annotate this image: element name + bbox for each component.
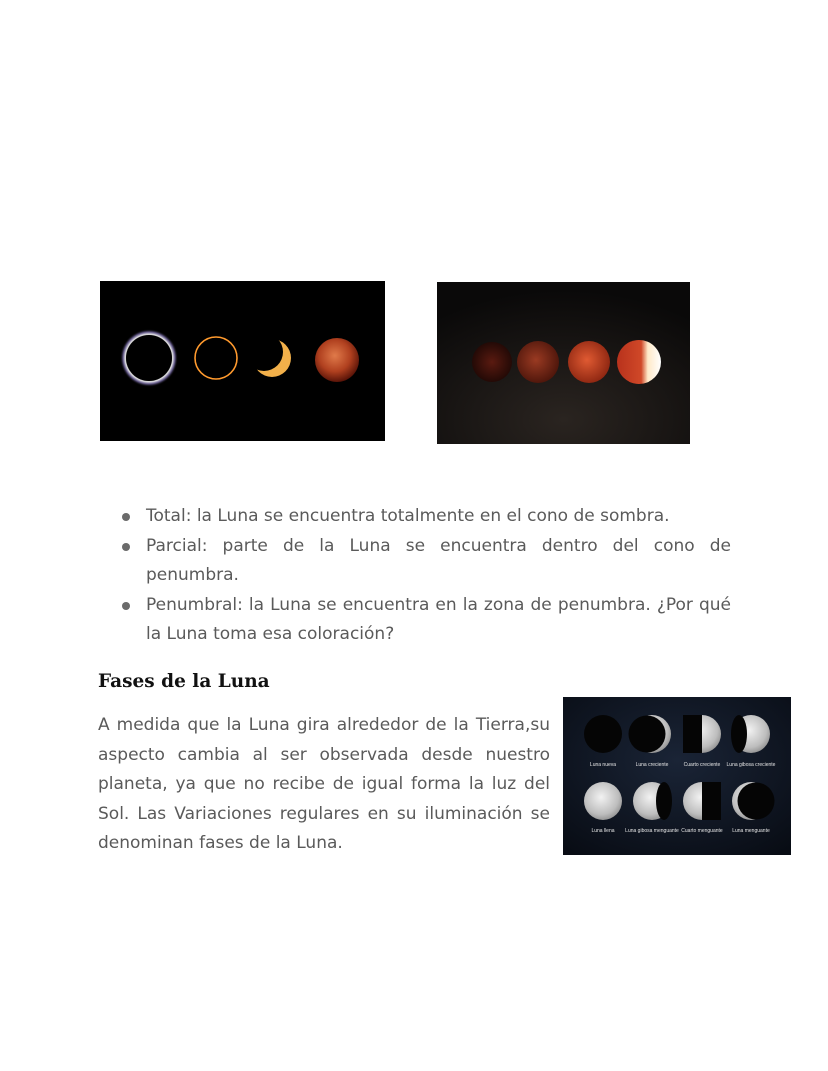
lunar-eclipse-image	[437, 282, 690, 444]
phase-label: Luna nueva	[589, 762, 617, 768]
eclipse-types-list	[120, 502, 731, 650]
list-item: Parcial: parte de la Luna se encuentra dentro del cono de penumbra.	[120, 532, 731, 591]
bullet-icon	[122, 543, 130, 551]
section-title: Fases de la Luna	[98, 671, 270, 692]
bullet-icon	[122, 602, 130, 610]
lunar-eclipse-photo-icon	[437, 282, 690, 444]
phase-label: Luna creciente	[635, 762, 669, 768]
phase-label: Luna llena	[591, 828, 615, 834]
bullet-icon	[122, 513, 130, 521]
phase-label: Cuarto menguante	[681, 828, 723, 834]
list-item: Penumbral: la Luna se encuentra en la zona de penumbra. ¿Por qué la Luna toma esa coloración?	[120, 591, 731, 650]
solar-eclipse-image	[100, 281, 385, 441]
phase-label: Luna gibosa creciente	[726, 762, 776, 768]
moon-phases-image	[563, 697, 791, 855]
moon-phases-chart-icon	[563, 697, 791, 855]
list-item: Total: la Luna se encuentra totalmente en el cono de sombra.	[120, 502, 731, 532]
section-paragraph: A medida que la Luna gira alrededor de la Tierra,su aspecto cambia al ser observada desde nuestro planeta, ya que no recibe de igual forma la luz del Sol. Las Variaciones regulares en su iluminación se denominan fases de la Luna.	[98, 715, 550, 853]
phase-label: Cuarto creciente	[683, 762, 721, 768]
solar-eclipse-photo-icon	[100, 281, 385, 441]
phase-label: Luna menguante	[732, 828, 770, 834]
phase-label: Luna gibosa menguante	[625, 828, 679, 834]
